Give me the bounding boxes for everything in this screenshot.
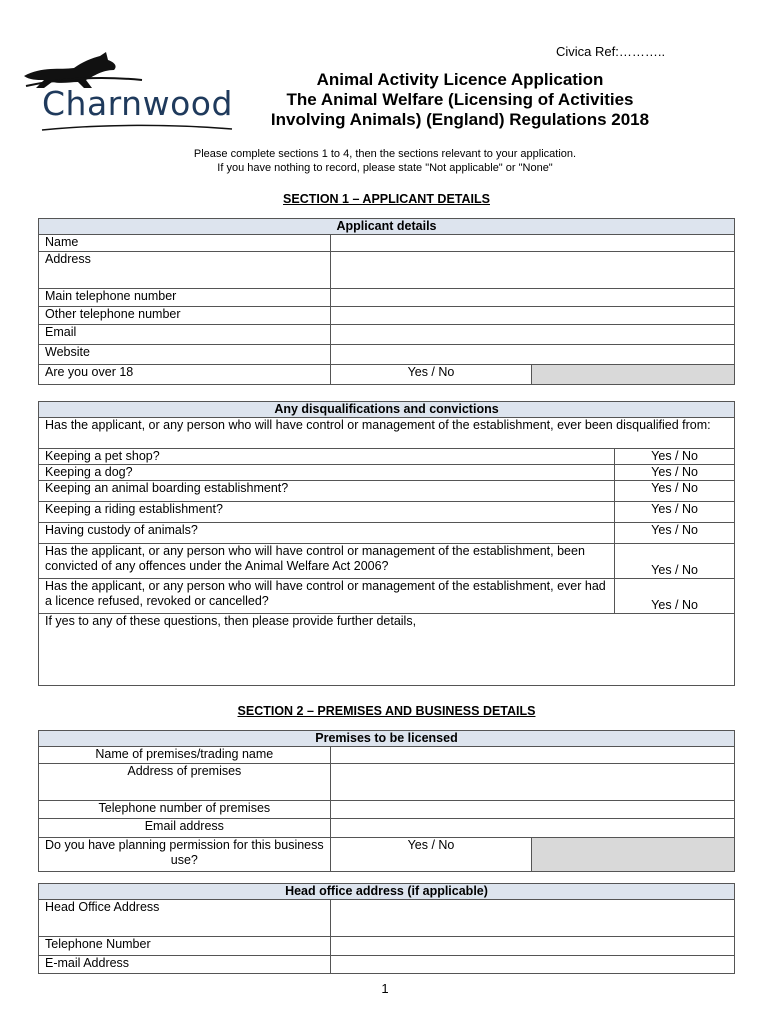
further-details-field[interactable]: If yes to any of these questions, then please provide further details, <box>39 614 735 686</box>
email-field[interactable] <box>330 325 734 345</box>
section2-heading: SECTION 2 – PREMISES AND BUSINESS DETAILS <box>237 704 536 718</box>
planning-yes-no[interactable]: Yes / No <box>330 838 532 872</box>
q2-yes-no[interactable]: Yes / No <box>615 465 735 481</box>
section1-heading: SECTION 1 – APPLICANT DETAILS <box>283 192 490 206</box>
table-title: Head office address (if applicable) <box>39 884 735 900</box>
head-office-table: Head office address (if applicable) Head Office Address Telephone Number E-mail Address <box>38 883 735 974</box>
table-title: Premises to be licensed <box>39 731 735 747</box>
page-number: 1 <box>381 981 389 996</box>
address-field[interactable] <box>330 252 734 289</box>
shaded-cell <box>532 365 735 385</box>
head-office-phone-field[interactable] <box>330 937 734 956</box>
q1-yes-no[interactable]: Yes / No <box>615 449 735 465</box>
premises-table: Premises to be licensed Name of premises/trading name Address of premises Telephone number of premises Email address Do you have planning permission for this business use? Yes / No <box>38 730 735 872</box>
head-office-address-field[interactable] <box>330 900 734 937</box>
page-title: Animal Activity Licence Application The Animal Welfare (Licensing of Activities Involving Animals) (England) Regulations 2018 <box>270 70 650 129</box>
premises-address-field[interactable] <box>330 764 734 801</box>
q3-yes-no[interactable]: Yes / No <box>615 481 735 502</box>
charnwood-logo <box>22 52 237 132</box>
logo-text: Charnwood <box>42 84 233 123</box>
civica-ref: Civica Ref:……….. <box>556 44 666 59</box>
logo-underline <box>22 124 237 134</box>
q6-yes-no[interactable]: Yes / No <box>615 544 735 579</box>
other-phone-field[interactable] <box>330 307 734 325</box>
over18-yes-no[interactable]: Yes / No <box>330 365 532 385</box>
q7-yes-no[interactable]: Yes / No <box>615 579 735 614</box>
shaded-cell <box>532 838 735 872</box>
website-field[interactable] <box>330 345 734 365</box>
head-office-email-field[interactable] <box>330 956 734 974</box>
premises-email-field[interactable] <box>330 819 734 838</box>
intro-text: Please complete sections 1 to 4, then the sections relevant to your application. If you have nothing to record, please state "Not applicable" or "None" <box>193 148 577 174</box>
applicant-details-table: Applicant details Name Address Main telephone number Other telephone number Email Website Are you over 18 Yes / No <box>38 218 735 385</box>
table-title: Any disqualifications and convictions <box>39 402 735 418</box>
q5-yes-no[interactable]: Yes / No <box>615 523 735 544</box>
premises-phone-field[interactable] <box>330 801 734 819</box>
table-title: Applicant details <box>39 219 735 235</box>
q4-yes-no[interactable]: Yes / No <box>615 502 735 523</box>
disqualifications-table: Any disqualifications and convictions Has the applicant, or any person who will have control or management of the establishment, ever been disqualified from: Keeping a pet shop? Yes / No Keeping a dog? Yes / No Keeping an animal boarding establishment? Yes / No Keeping a riding establishment? Yes / No Having custody of animals? Yes / No Has the applicant, or any person who will have control or management of the establishment, been convicted of any offences under the Animal Welfare Act 2006? Yes / No Has the applicant, or any person who will have control or management of the establishment, ever had a licence refused, revoked or cancelled? Yes / No If yes to any of these questions, then please provide further details, <box>38 401 735 686</box>
name-field[interactable] <box>330 235 734 252</box>
main-phone-field[interactable] <box>330 289 734 307</box>
premises-name-field[interactable] <box>330 747 734 764</box>
